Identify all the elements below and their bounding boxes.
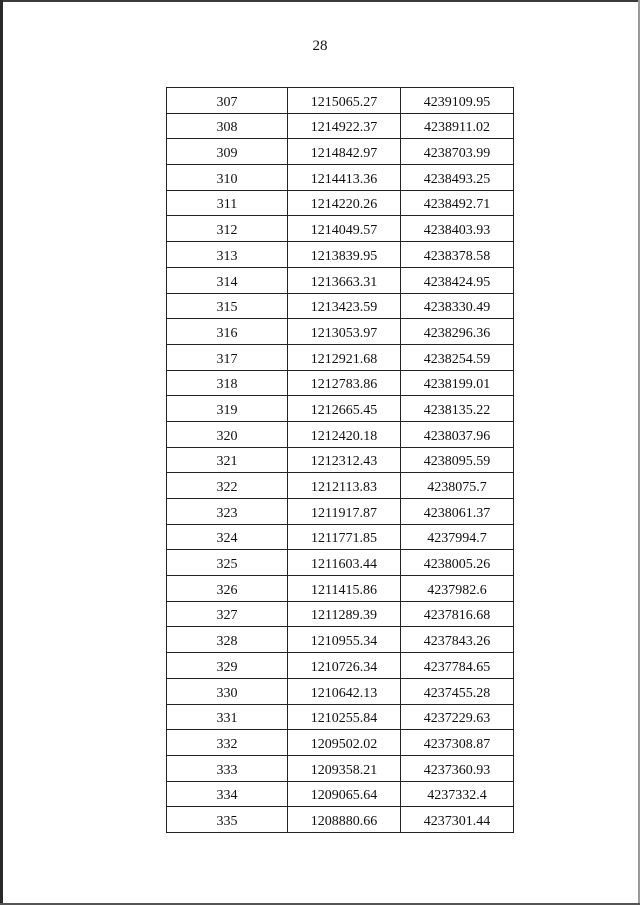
- y-coordinate-cell: 4237982.6: [401, 576, 514, 602]
- point-number-cell: 309: [167, 139, 288, 165]
- x-coordinate-cell: 1212312.43: [288, 447, 401, 473]
- table-row: [167, 165, 514, 191]
- y-coordinate-cell: 4238493.25: [401, 165, 514, 191]
- x-coordinate-cell: 1213663.31: [288, 267, 401, 293]
- table-row: [167, 319, 514, 345]
- table-row: [167, 421, 514, 447]
- y-coordinate-cell: 4237455.28: [401, 678, 514, 704]
- point-number-cell: 307: [167, 88, 288, 114]
- point-number-cell: 325: [167, 550, 288, 576]
- y-coordinate-cell: 4237301.44: [401, 807, 514, 833]
- point-number-cell: 318: [167, 370, 288, 396]
- y-coordinate-cell: 4238005.26: [401, 550, 514, 576]
- point-number-cell: 317: [167, 344, 288, 370]
- table-row: [167, 576, 514, 602]
- table-row: [167, 190, 514, 216]
- table-row: [167, 730, 514, 756]
- x-coordinate-cell: 1210955.34: [288, 627, 401, 653]
- x-coordinate-cell: 1211917.87: [288, 499, 401, 525]
- y-coordinate-cell: 4238424.95: [401, 267, 514, 293]
- table-row: [167, 524, 514, 550]
- x-coordinate-cell: 1211603.44: [288, 550, 401, 576]
- y-coordinate-cell: 4238378.58: [401, 242, 514, 268]
- y-coordinate-cell: 4238330.49: [401, 293, 514, 319]
- x-coordinate-cell: 1212665.45: [288, 396, 401, 422]
- y-coordinate-cell: 4238403.93: [401, 216, 514, 242]
- table-row: [167, 88, 514, 114]
- table-row: [167, 113, 514, 139]
- page-number: 28: [312, 38, 328, 54]
- x-coordinate-cell: 1212420.18: [288, 421, 401, 447]
- table-row: [167, 755, 514, 781]
- table-row: [167, 499, 514, 525]
- x-coordinate-cell: 1210642.13: [288, 678, 401, 704]
- x-coordinate-cell: 1214413.36: [288, 165, 401, 191]
- table-row: [167, 653, 514, 679]
- y-coordinate-cell: 4238911.02: [401, 113, 514, 139]
- table-row: [167, 267, 514, 293]
- y-coordinate-cell: 4237784.65: [401, 653, 514, 679]
- x-coordinate-cell: 1213839.95: [288, 242, 401, 268]
- y-coordinate-cell: 4238492.71: [401, 190, 514, 216]
- y-coordinate-cell: 4237360.93: [401, 755, 514, 781]
- coordinates-table-body: [167, 88, 514, 833]
- table-row: [167, 627, 514, 653]
- table-row: [167, 550, 514, 576]
- point-number-cell: 311: [167, 190, 288, 216]
- point-number-cell: 308: [167, 113, 288, 139]
- y-coordinate-cell: 4238075.7: [401, 473, 514, 499]
- table-row: [167, 396, 514, 422]
- point-number-cell: 330: [167, 678, 288, 704]
- x-coordinate-cell: 1211771.85: [288, 524, 401, 550]
- y-coordinate-cell: 4238703.99: [401, 139, 514, 165]
- y-coordinate-cell: 4238296.36: [401, 319, 514, 345]
- point-number-cell: 310: [167, 165, 288, 191]
- x-coordinate-cell: 1213423.59: [288, 293, 401, 319]
- table-row: [167, 344, 514, 370]
- x-coordinate-cell: 1209358.21: [288, 755, 401, 781]
- y-coordinate-cell: 4238254.59: [401, 344, 514, 370]
- point-number-cell: 329: [167, 653, 288, 679]
- y-coordinate-cell: 4237994.7: [401, 524, 514, 550]
- table-row: [167, 807, 514, 833]
- point-number-cell: 322: [167, 473, 288, 499]
- table-row: [167, 139, 514, 165]
- point-number-cell: 333: [167, 755, 288, 781]
- x-coordinate-cell: 1209065.64: [288, 781, 401, 807]
- table-row: [167, 216, 514, 242]
- x-coordinate-cell: 1214922.37: [288, 113, 401, 139]
- y-coordinate-cell: 4237843.26: [401, 627, 514, 653]
- point-number-cell: 324: [167, 524, 288, 550]
- point-number-cell: 312: [167, 216, 288, 242]
- y-coordinate-cell: 4237816.68: [401, 601, 514, 627]
- y-coordinate-cell: 4238095.59: [401, 447, 514, 473]
- x-coordinate-cell: 1212113.83: [288, 473, 401, 499]
- point-number-cell: 334: [167, 781, 288, 807]
- x-coordinate-cell: 1210726.34: [288, 653, 401, 679]
- y-coordinate-cell: 4237308.87: [401, 730, 514, 756]
- point-number-cell: 319: [167, 396, 288, 422]
- x-coordinate-cell: 1209502.02: [288, 730, 401, 756]
- point-number-cell: 316: [167, 319, 288, 345]
- x-coordinate-cell: 1214842.97: [288, 139, 401, 165]
- table-row: [167, 473, 514, 499]
- scan-edge-top: [0, 0, 640, 2]
- scan-edge-left: [0, 0, 3, 905]
- x-coordinate-cell: 1211415.86: [288, 576, 401, 602]
- table-row: [167, 704, 514, 730]
- table-row: [167, 678, 514, 704]
- point-number-cell: 323: [167, 499, 288, 525]
- table-row: [167, 242, 514, 268]
- table-row: [167, 447, 514, 473]
- point-number-cell: 326: [167, 576, 288, 602]
- table-row: [167, 293, 514, 319]
- x-coordinate-cell: 1208880.66: [288, 807, 401, 833]
- x-coordinate-cell: 1213053.97: [288, 319, 401, 345]
- x-coordinate-cell: 1212921.68: [288, 344, 401, 370]
- point-number-cell: 331: [167, 704, 288, 730]
- y-coordinate-cell: 4238135.22: [401, 396, 514, 422]
- table-row: [167, 781, 514, 807]
- point-number-cell: 315: [167, 293, 288, 319]
- y-coordinate-cell: 4238061.37: [401, 499, 514, 525]
- point-number-cell: 321: [167, 447, 288, 473]
- point-number-cell: 335: [167, 807, 288, 833]
- y-coordinate-cell: 4237229.63: [401, 704, 514, 730]
- y-coordinate-cell: 4238199.01: [401, 370, 514, 396]
- x-coordinate-cell: 1215065.27: [288, 88, 401, 114]
- x-coordinate-cell: 1214220.26: [288, 190, 401, 216]
- point-number-cell: 328: [167, 627, 288, 653]
- x-coordinate-cell: 1212783.86: [288, 370, 401, 396]
- x-coordinate-cell: 1211289.39: [288, 601, 401, 627]
- y-coordinate-cell: 4238037.96: [401, 421, 514, 447]
- point-number-cell: 327: [167, 601, 288, 627]
- table-row: [167, 601, 514, 627]
- point-number-cell: 332: [167, 730, 288, 756]
- x-coordinate-cell: 1214049.57: [288, 216, 401, 242]
- y-coordinate-cell: 4239109.95: [401, 88, 514, 114]
- coordinates-table-container: [166, 87, 514, 833]
- table-row: [167, 370, 514, 396]
- coordinates-table: [166, 87, 514, 833]
- point-number-cell: 314: [167, 267, 288, 293]
- point-number-cell: 313: [167, 242, 288, 268]
- point-number-cell: 320: [167, 421, 288, 447]
- y-coordinate-cell: 4237332.4: [401, 781, 514, 807]
- x-coordinate-cell: 1210255.84: [288, 704, 401, 730]
